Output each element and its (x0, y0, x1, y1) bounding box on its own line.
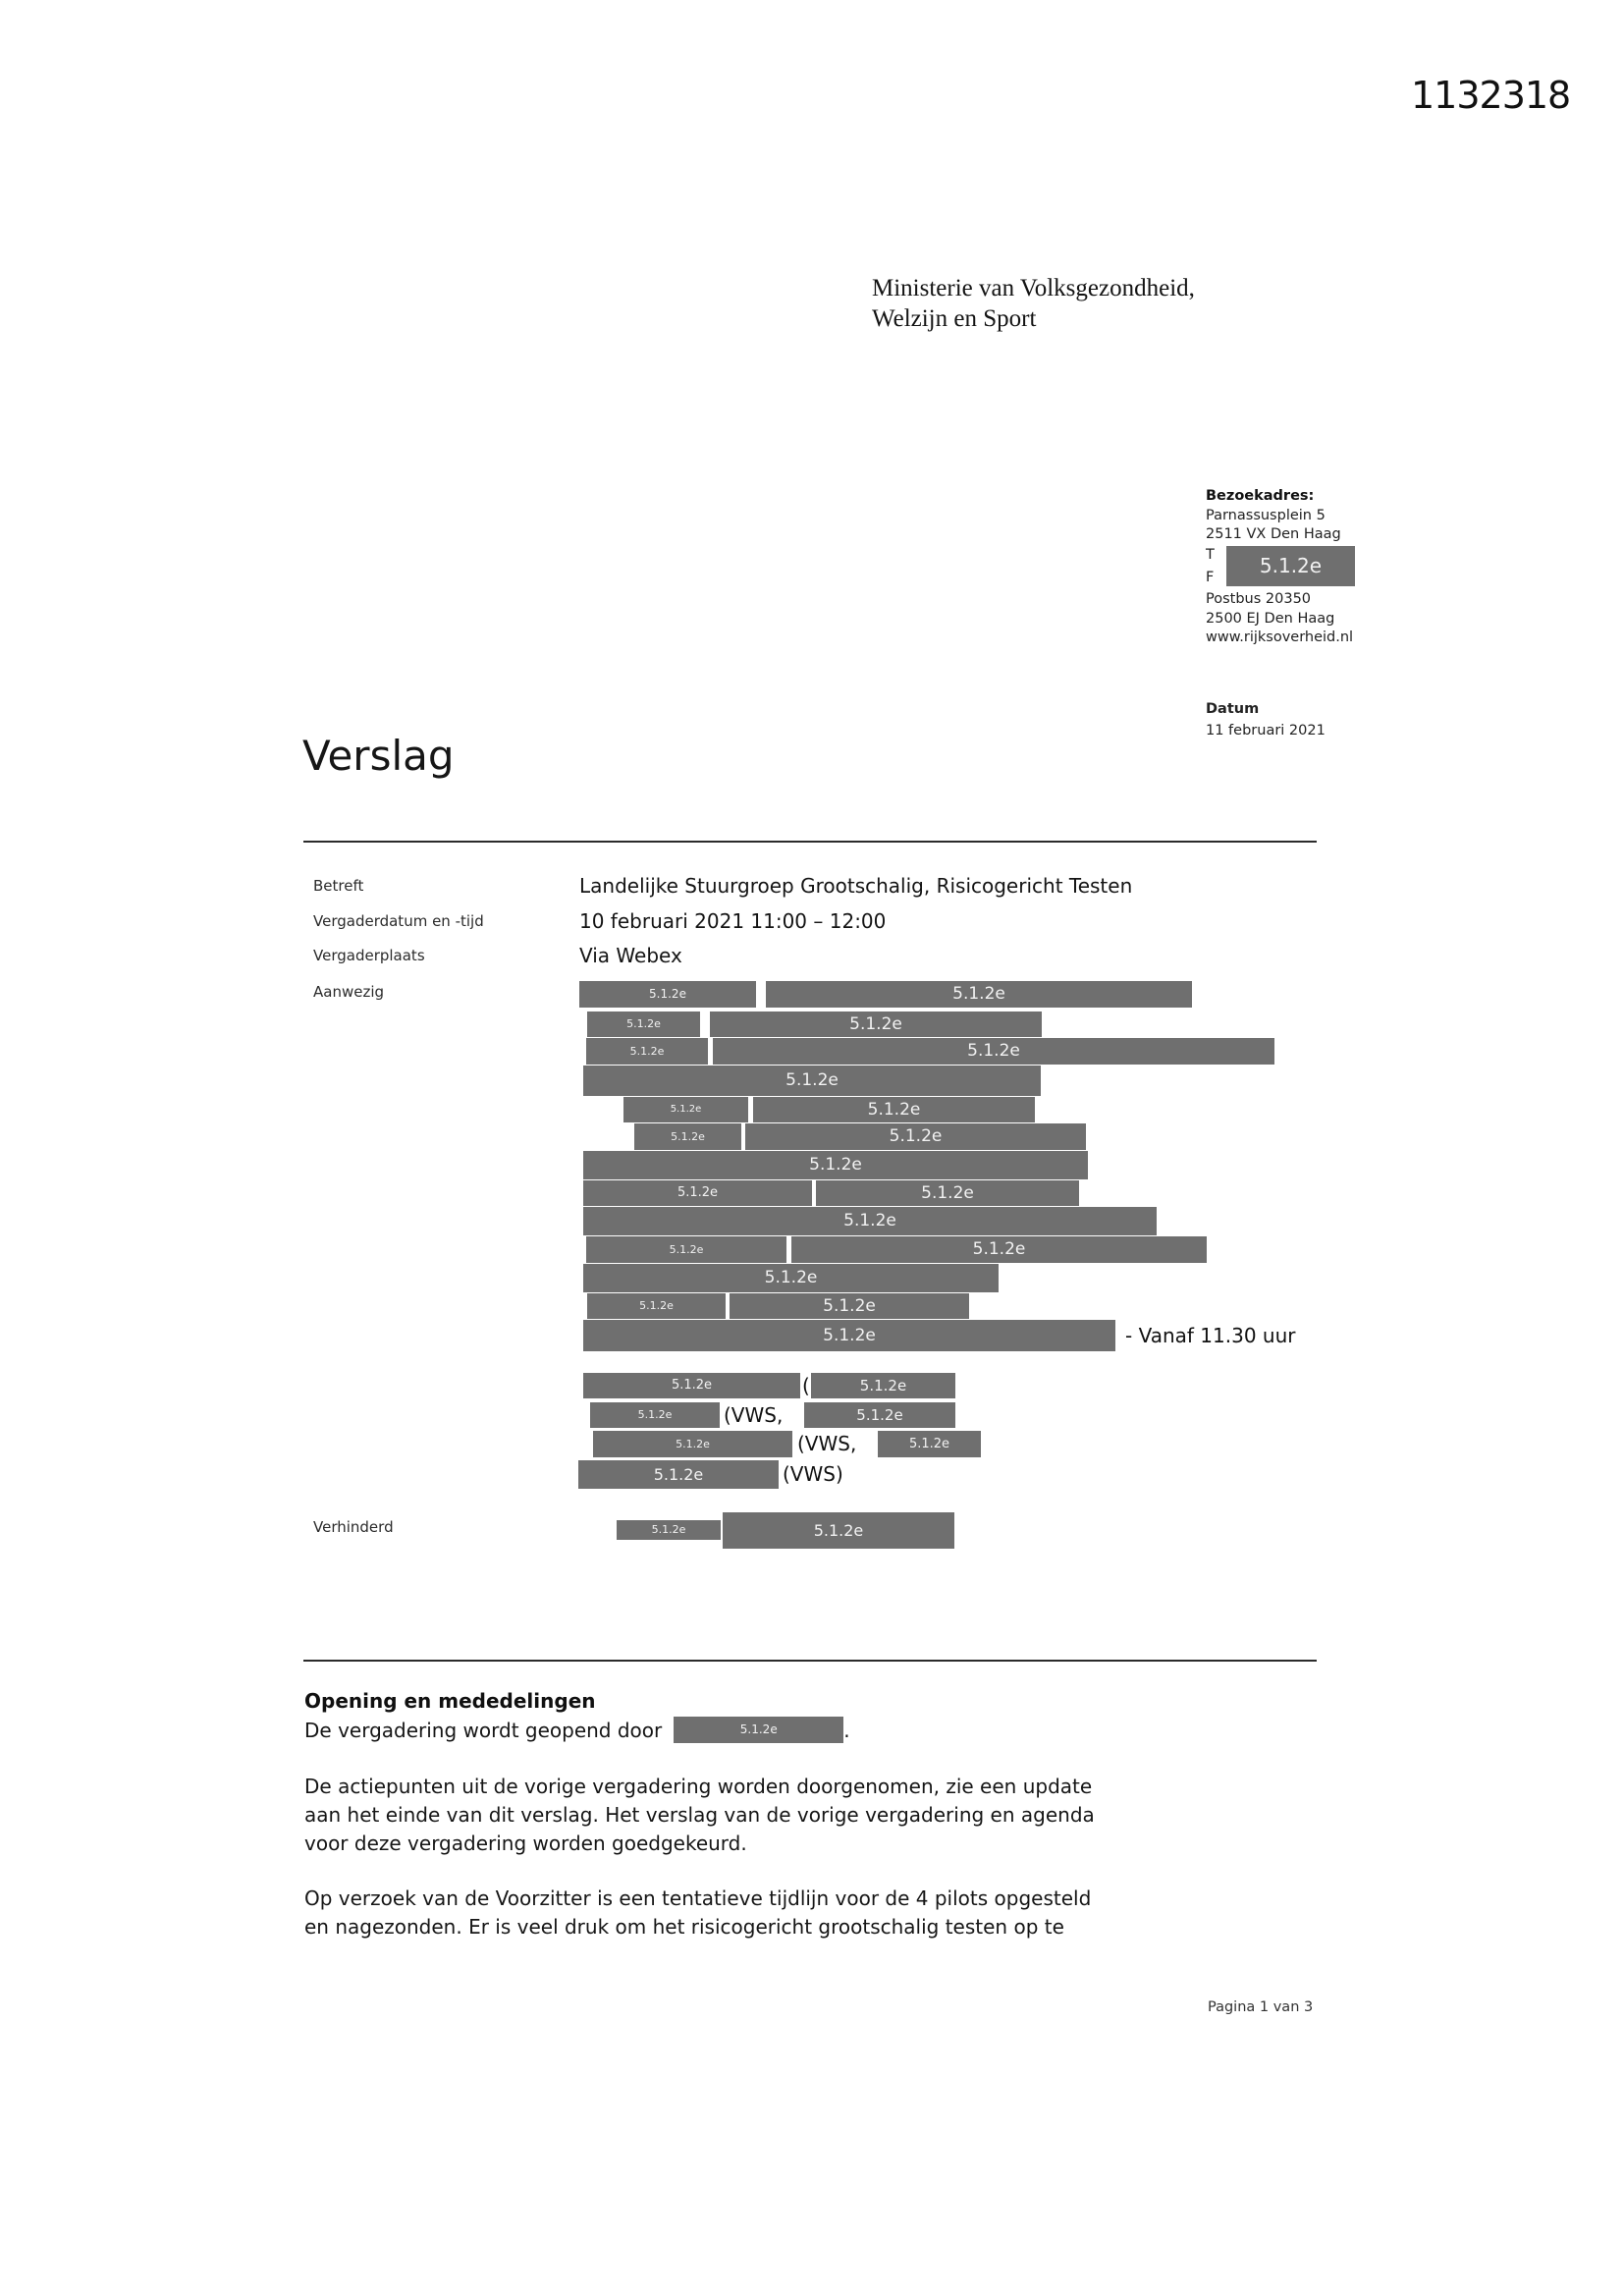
redaction-bar: 5.1.2e (1226, 546, 1355, 586)
meta-label-plaats: Vergaderplaats (313, 947, 425, 964)
paragraph-line: aan het einde van dit verslag. Het verslag van de vorige vergadering en agenda (304, 1803, 1095, 1827)
redaction-bar: 5.1.2e (713, 1038, 1274, 1065)
document-number: 1132318 (1411, 74, 1571, 117)
redaction-bar: 5.1.2e (583, 1373, 800, 1398)
meta-value-datumtijd: 10 februari 2021 11:00 – 12:00 (579, 909, 887, 933)
address-line: Parnassusplein 5 (1206, 507, 1326, 523)
redaction-bar: 5.1.2e (586, 1236, 786, 1263)
redaction-bar: 5.1.2e (583, 1320, 1115, 1351)
page-footer: Pagina 1 van 3 (1208, 1999, 1314, 2015)
redaction-bar: 5.1.2e (587, 1293, 726, 1319)
redaction-bar: 5.1.2e (753, 1097, 1035, 1122)
redaction-bar: 5.1.2e (583, 1264, 999, 1292)
ministry-name-line1: Ministerie van Volksgezondheid, (872, 275, 1195, 301)
redaction-bar: 5.1.2e (586, 1038, 708, 1065)
attendance-note: (VWS, (724, 1403, 784, 1427)
paragraph-line: De actiepunten uit de vorige vergadering worden doorgenomen, zie een update (304, 1775, 1093, 1798)
attendance-note: ( (802, 1374, 810, 1397)
meta-label-betreft: Betreft (313, 877, 364, 895)
divider-body (303, 1660, 1317, 1662)
attendance-note: (VWS, (797, 1432, 857, 1455)
redaction-bar: 5.1.2e (730, 1293, 969, 1319)
redaction-bar: 5.1.2e (583, 1066, 1041, 1096)
address-line: 2511 VX Den Haag (1206, 526, 1341, 542)
paragraph-line: voor deze vergadering worden goedgekeurd. (304, 1831, 747, 1855)
redaction-bar: 5.1.2e (766, 981, 1192, 1008)
meta-value-betreft: Landelijke Stuurgroep Grootschalig, Risicogericht Testen (579, 874, 1133, 898)
redaction-bar: 5.1.2e (634, 1123, 741, 1150)
meta-label-verhinderd: Verhinderd (313, 1518, 394, 1536)
redaction-bar: 5.1.2e (583, 1207, 1157, 1235)
address-title: Bezoekadres: (1206, 488, 1315, 504)
redaction-bar: 5.1.2e (878, 1431, 981, 1457)
redaction-bar: 5.1.2e (590, 1402, 720, 1428)
meta-label-datumtijd: Vergaderdatum en -tijd (313, 912, 484, 930)
address-line: www.rijksoverheid.nl (1206, 629, 1354, 645)
date-label: Datum (1206, 701, 1260, 717)
opening-text: De vergadering wordt geopend door (304, 1718, 663, 1742)
redaction-bar: 5.1.2e (579, 981, 756, 1008)
redaction-bar: 5.1.2e (804, 1402, 955, 1428)
attendance-note: (VWS) (783, 1462, 843, 1486)
paragraph-line: en nagezonden. Er is veel druk om het risicogericht grootschalig testen op te (304, 1915, 1064, 1939)
redaction-bar: 5.1.2e (811, 1373, 955, 1398)
redaction-bar: 5.1.2e (583, 1151, 1088, 1179)
opening-period: . (843, 1718, 850, 1742)
phone-label: T (1206, 547, 1215, 563)
redaction-bar: 5.1.2e (723, 1512, 954, 1549)
page-title: Verslag (302, 732, 455, 780)
redaction-bar: 5.1.2e (674, 1717, 843, 1743)
redaction-bar: 5.1.2e (623, 1097, 748, 1122)
redaction-bar: 5.1.2e (578, 1460, 779, 1489)
redaction-bar: 5.1.2e (710, 1011, 1042, 1037)
meta-label-aanwezig: Aanwezig (313, 983, 385, 1001)
paragraph-2 (304, 1885, 1091, 1941)
meta-value-plaats: Via Webex (579, 944, 682, 967)
redaction-bar: 5.1.2e (816, 1180, 1079, 1206)
ministry-name-line2: Welzijn en Sport (872, 305, 1037, 332)
redaction-bar: 5.1.2e (583, 1180, 812, 1206)
attendance-note: - Vanaf 11.30 uur (1125, 1324, 1296, 1347)
address-line: 2500 EJ Den Haag (1206, 610, 1335, 627)
paragraph-line: Op verzoek van de Voorzitter is een tentatieve tijdlijn voor de 4 pilots opgesteld (304, 1886, 1092, 1910)
redaction-bar: 5.1.2e (593, 1431, 792, 1457)
paragraph-1 (304, 1773, 1095, 1858)
date-value: 11 februari 2021 (1206, 723, 1326, 738)
opening-line (304, 1717, 850, 1743)
redaction-bar: 5.1.2e (587, 1011, 700, 1037)
fax-label: F (1206, 570, 1215, 585)
section-heading: Opening en mededelingen (304, 1689, 596, 1713)
redaction-bar: 5.1.2e (745, 1123, 1086, 1150)
address-line: Postbus 20350 (1206, 591, 1312, 607)
redaction-bar: 5.1.2e (617, 1520, 721, 1540)
redaction-bar: 5.1.2e (791, 1236, 1207, 1263)
